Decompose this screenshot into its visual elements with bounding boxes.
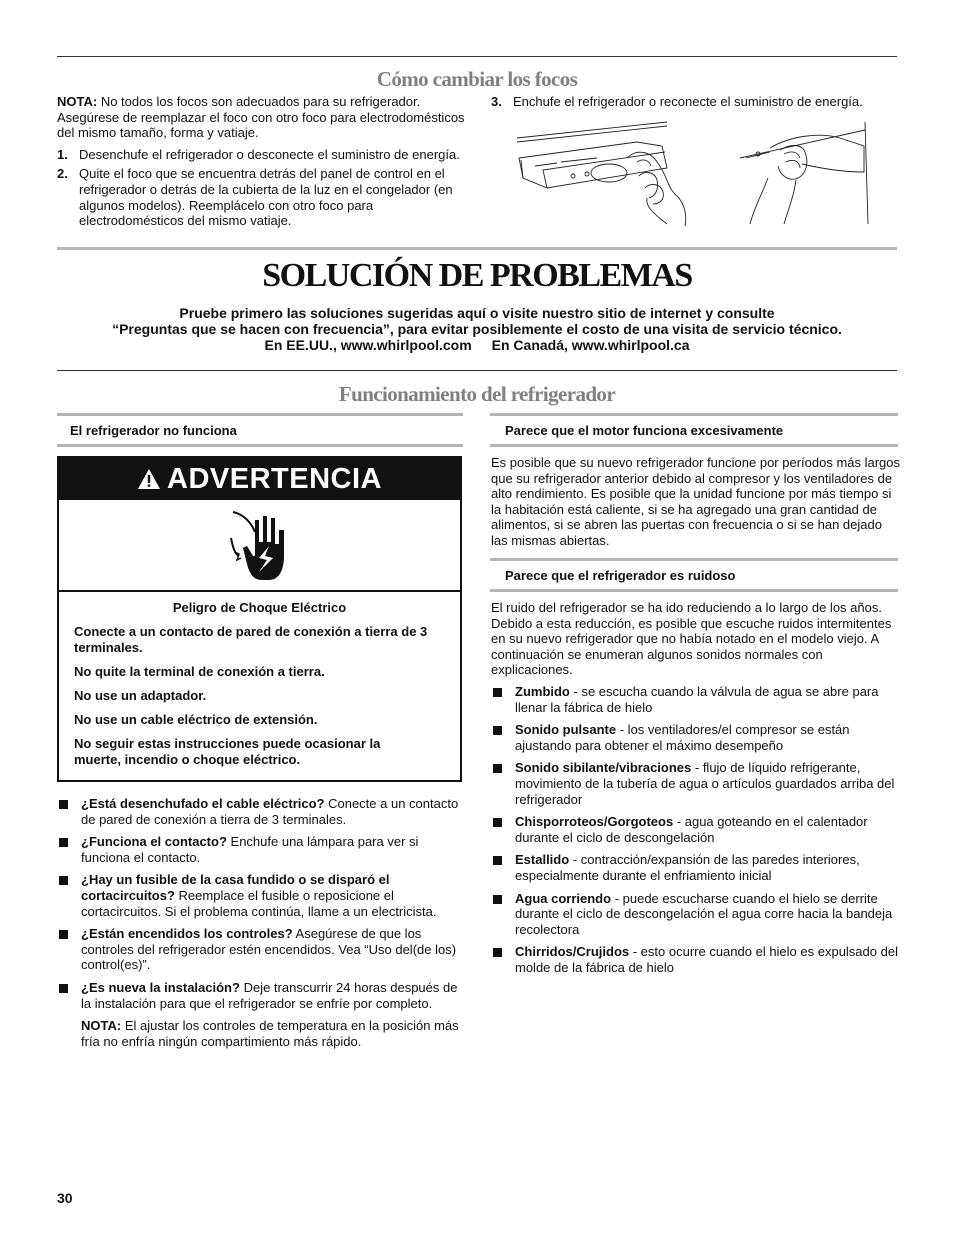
bullet-square-icon (493, 895, 502, 904)
bullet-square-icon (493, 726, 502, 735)
list-item: Chisporroteos/Gorgoteos - agua goteando en el calentador durante el ciclo de descongelación (491, 814, 901, 845)
warning-box (57, 456, 462, 782)
warning-line-5: No seguir estas instrucciones puede ocasionar la muerte, incendio o choque eléctrico. (74, 736, 381, 767)
page-title: SOLUCIÓN DE PROBLEMAS (262, 257, 692, 294)
intro-block (0, 305, 954, 353)
bulbs-step-1: 1. Desenchufe el refrigerador o desconecte el suministro de energía. (57, 146, 460, 162)
bullet-square-icon (59, 930, 68, 939)
list-item: Sonido pulsante - los ventiladores/el compresor se están ajustando para obtener el máximo desempeño (491, 722, 901, 753)
left-subhead-rule-bottom (57, 444, 463, 447)
warning-content (59, 592, 460, 768)
bulb-freezer-light-illustration (740, 118, 875, 226)
link-canada[interactable]: En Canadá, www.whirlpool.ca (491, 337, 690, 353)
right-subhead-noise: Parece que el refrigerador es ruidoso (505, 568, 736, 583)
noise-section (491, 600, 901, 975)
warning-line-2: No quite la terminal de conexión a tierra. (74, 664, 325, 679)
section-heading-bulbs: Cómo cambiar los focos (376, 67, 578, 91)
list-item: Sonido sibilante/vibraciones - flujo de líquido refrigerante, movimiento de la tubería de agua o artículos guardados arriba del refrigerador (491, 760, 901, 807)
bulbs-step-3: 3. Enchufe el refrigerador o reconecte el suministro de energía. (491, 94, 863, 109)
bullet-square-icon (493, 856, 502, 865)
bullet-square-icon (493, 764, 502, 773)
bullet-square-icon (59, 984, 68, 993)
list-item: ¿Hay un fusible de la casa fundido o se disparó el cortacircuitos? Reemplace el fusible o reposicione el cortacircuitos. Si el problema continúa, llame a un electricista. (57, 872, 463, 919)
right-subhead1-rule-top (490, 413, 898, 416)
page-number: 30 (57, 1190, 73, 1206)
warning-triangle-icon (137, 468, 161, 490)
warning-header (59, 458, 460, 500)
top-rule (57, 56, 897, 57)
left-note: NOTA: El ajustar los controles de temperatura en la posición más fría no enfría ningún compartimiento más rápido. (81, 1018, 459, 1049)
motor-paragraph: Es posible que su nuevo refrigerador funcione por períodos más largos que su refrigerador anterior debido al compresor y los ventiladores de alto rendimiento. Es posible que la unidad funcione por más tiempo si la habitación está caliente, si se ha agregado una gran cantidad de alimentos, si se abren las puertas con frecuencia o si se han dejado las mismas abiertas. (491, 455, 901, 548)
list-item: ¿Funciona el contacto? Enchufe una lámpara para ver si funciona el contacto. (57, 834, 463, 865)
bulbs-step-2: 2. Quite el foco que se encuentra detrás del panel de control en el refrigerador o detrás de la cubierta de la luz en el congelador (en algunos modelos). Reemplácelo con otro foco para electrodomésticos del mismo vatiaje. (57, 166, 453, 229)
top-section-divider (57, 247, 897, 250)
list-item: Agua corriendo - puede escucharse cuando el hielo se derrite durante el ciclo de descongelación el agua corre hacia la bandeja recolectora (491, 891, 901, 938)
intro-line-2: “Preguntas que se hacen con frecuencia”, para evitar posiblemente el costo de una visita de servicio técnico. (112, 321, 842, 337)
noise-paragraph: El ruido del refrigerador se ha ido reduciendo a lo largo de los años. Debido a esta reducción, es posible que escuche ruidos intermitentes en su nuevo refrigerador que no había notado en el modelo viejo. A continuación se enumeran algunos sonidos normales con explicaciones. (491, 600, 892, 678)
list-item: ¿Están encendidos los controles? Asegúrese de que los controles del refrigerador estén encendidos. Vea “Uso del(de los) control(es)”. (57, 926, 463, 973)
warning-line-4: No use un cable eléctrico de extensión. (74, 712, 318, 727)
warning-icon-panel (59, 500, 460, 592)
left-checks-list (57, 796, 463, 1049)
bullet-square-icon (59, 838, 68, 847)
left-subhead: El refrigerador no funciona (70, 423, 237, 438)
intro-line-1: Pruebe primero las soluciones sugeridas aquí o visite nuestro sitio de internet y consulte (179, 305, 775, 321)
warning-title: Peligro de Choque Eléctrico (172, 600, 347, 615)
intro-websites (0, 337, 954, 353)
bullet-square-icon (493, 948, 502, 957)
bullet-square-icon (493, 688, 502, 697)
list-item: Estallido - contracción/expansión de las paredes interiores, especialmente durante el enfriamiento inicial (491, 852, 901, 883)
warning-line-1: Conecte a un contacto de pared de conexión a tierra de 3 terminales. (74, 624, 428, 655)
section-heading-operation: Funcionamiento del refrigerador (338, 382, 616, 406)
right-subhead-motor: Parece que el motor funciona excesivamente (505, 423, 784, 438)
bulb-control-panel-illustration (517, 118, 693, 226)
right-subhead2-rule-top (490, 558, 898, 561)
list-item: ¿Es nueva la instalación? Deje transcurrir 24 horas después de la instalación para que el refrigerador se enfríe por completo. (57, 980, 463, 1011)
warning-label: ADVERTENCIA (167, 463, 382, 495)
warning-line-3: No use un adaptador. (74, 688, 207, 703)
bulbs-note: NOTA: No todos los focos son adecuados para su refrigerador. Asegúrese de reemplazar el foco con otro foco para electrodomésticos del mismo tamaño, forma y vatiaje. (57, 94, 465, 141)
bullet-square-icon (493, 818, 502, 827)
bulbs-right-column (491, 94, 901, 110)
right-subhead2-rule-bottom (490, 589, 898, 592)
list-item: ¿Está desenchufado el cable eléctrico? Conecte a un contacto de pared de conexión a tierra de 3 terminales. (57, 796, 463, 827)
intro-rule (57, 370, 897, 371)
list-item: Chirridos/Crujidos - esto ocurre cuando el hielo es expulsado del molde de la fábrica de hielo (491, 944, 901, 975)
bullet-square-icon (59, 800, 68, 809)
bulbs-left-column (57, 94, 467, 229)
left-subhead-rule-top (57, 413, 463, 416)
list-item: Zumbido - se escucha cuando la válvula de agua se abre para llenar la fábrica de hielo (491, 684, 901, 715)
right-subhead1-rule-bottom (490, 444, 898, 447)
electric-shock-icon (229, 508, 291, 584)
bullet-square-icon (59, 876, 68, 885)
link-usa[interactable]: En EE.UU., www.whirlpool.com (264, 337, 472, 353)
